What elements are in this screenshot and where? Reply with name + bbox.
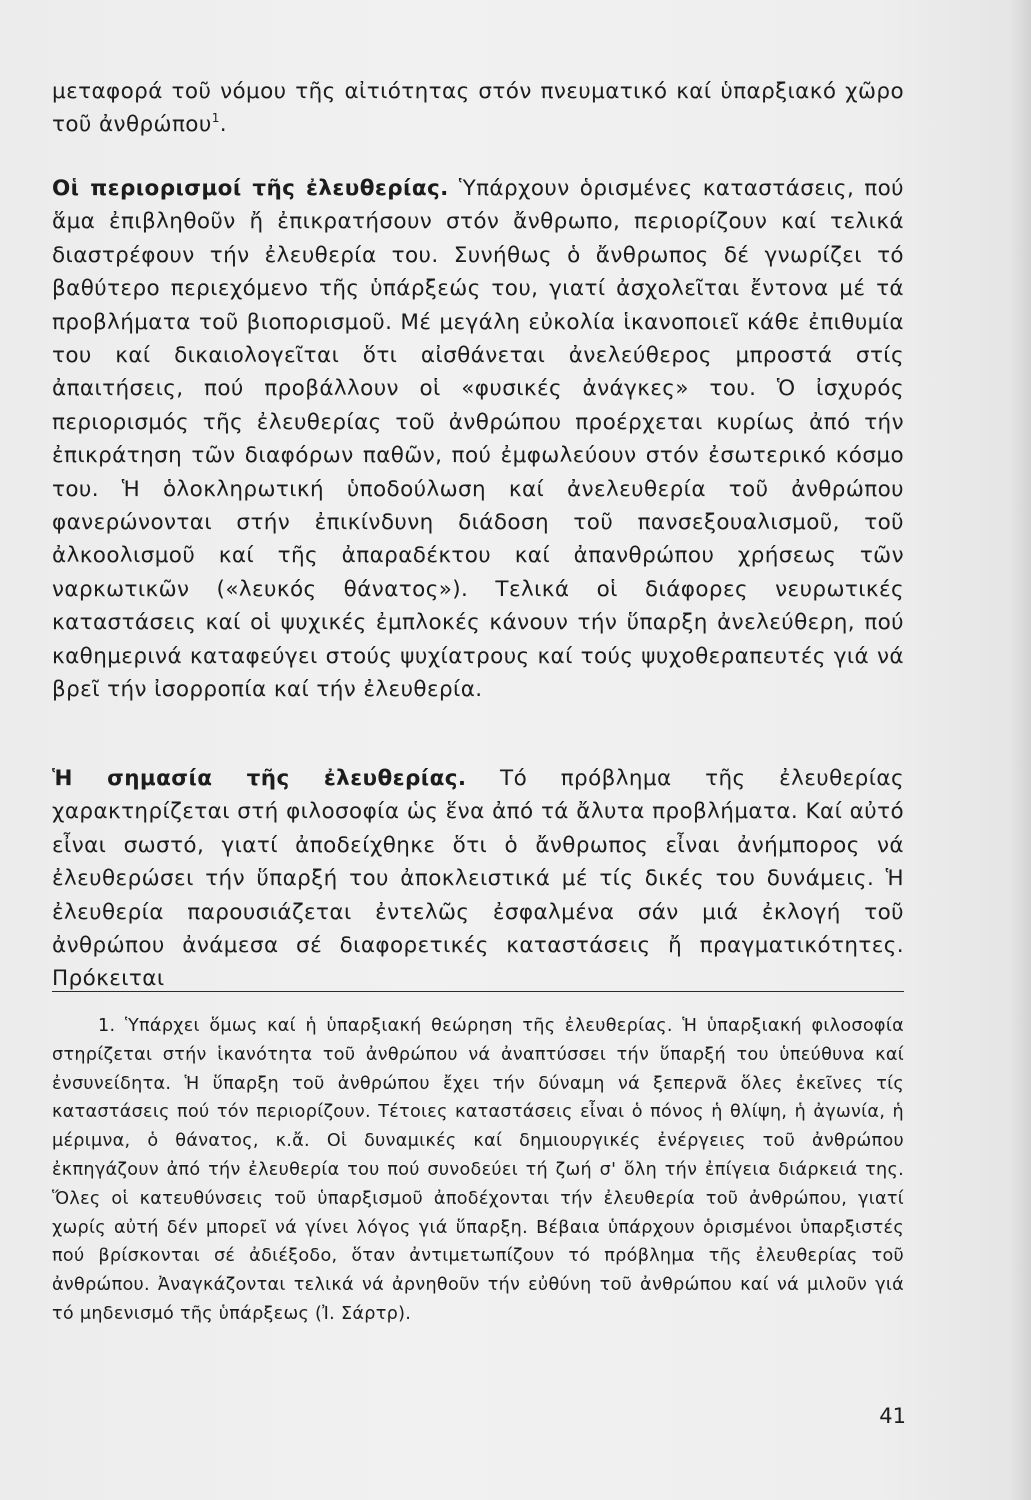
footnote [52,1012,904,1329]
limits-paragraph [52,172,904,707]
meaning-heading: Ἡ σημασία τῆς ἐλευθερίας. [52,766,467,791]
limits-text: Ὑπάρχουν ὁρισμένες καταστάσεις, πού ἅμα ἐπιβληθοῦν ἤ ἐπικρατήσουν στόν ἄνθρωπο, περιορίζουν καί τελικά διαστρέφουν τήν ἐλευθερία του. Συνήθως ὁ ἄνθρωπος δέ γνωρίζει τό βαθύτερο περιεχόμενο τῆς ὑπάρξεώς του, γιατί ἀσχολεῖται ἔντονα μέ τά προβλήματα τοῦ βιοπορισμοῦ. Μέ μεγάλη εὐκολία ἱκανοποιεῖ κάθε ἐπιθυμία του καί δικαιολογεῖται ὅτι αἰσθάνεται ἀνελεύθερος μπροστά στίς ἀπαιτήσεις, πού προβάλλουν οἱ «φυσικές ἀνάγκες» του. Ὁ ἰσχυρός περιορισμός τῆς ἐλευθερίας τοῦ ἀνθρώπου προέρχεται κυρίως ἀπό τήν ἐπικράτηση τῶν διαφόρων παθῶν, πού ἐμφωλεύουν στόν ἐσωτερικό κόσμο του. Ἡ ὁλοκληρωτική ὑποδούλωση καί ἀνελευθερία τοῦ ἀνθρώπου φανερώνονται στήν ἐπικίνδυνη διάδοση τοῦ πανσεξουαλισμοῦ, τοῦ ἀλκοολισμοῦ καί τῆς ἀπαραδέκτου καί ἀπανθρώπου χρήσεως τῶν ναρκωτικῶν («λευκός θάνατος»). Τελικά οἱ διάφορες νευρωτικές καταστάσεις καί οἱ ψυχικές ἐμπλοκές κάνουν τήν ὕπαρξη ἀνελεύθερη, πού καθημερινά καταφεύγει στούς ψυχίατρους καί τούς ψυχοθεραπευτές γιά νά βρεῖ τήν ἰσορροπία καί τήν ἐλευθερία. [52,176,905,703]
meaning-paragraph [52,762,904,996]
page-edge-shadow [1009,0,1031,1500]
page-number: 41 [879,1404,906,1428]
intro-paragraph [52,75,904,142]
meaning-text: Τό πρόβλημα τῆς ἐλευθερίας χαρακτηρίζεται στή φιλοσοφία ὡς ἕνα ἀπό τά ἄλυτα προβλήματα. Καί αὐτό εἶναι σωστό, γιατί ἀποδείχθηκε ὅτι ὁ ἄνθρωπος εἶναι ἀνήμπορος νά ἐλευθερώσει τήν ὕπαρξή του ἀποκλειστικά μέ τίς δικές του δυνάμεις. Ἡ ἐλευθερία παρουσιάζεται ἐντελῶς ἐσφαλμένα σάν μιά ἐκλογή τοῦ ἀνθρώπου ἀνάμεσα σέ διαφορετικές καταστάσεις ἤ πραγματικότητες. Πρόκειται [52,766,904,992]
footnote-text: Ὑπάρχει ὅμως καί ἡ ὑπαρξιακή θεώρηση τῆς ἐλευθερίας. Ἡ ὑπαρξιακή φιλοσοφία στηρίζεται στήν ἱκανότητα τοῦ ἀνθρώπου νά ἀναπτύσσει τήν ὕπαρξή του ὑπεύθυνα καί ἐνσυνείδητα. Ἡ ὕπαρξη τοῦ ἀνθρώπου ἔχει τήν δύναμη νά ξεπερνᾶ ὅλες ἐκεῖνες τίς καταστάσεις πού τόν περιορίζουν. Τέτοιες καταστάσεις εἶναι ὁ πόνος ἡ θλίψη, ἡ ἀγωνία, ἡ μέριμνα, ὁ θάνατος, κ.ἄ. Οἱ δυναμικές καί δημιουργικές ἐνέργειες τοῦ ἀνθρώπου ἐκπηγάζουν ἀπό τήν ἐλευθερία του πού συνοδεύει τή ζωή σ' ὅλη τήν ἐπίγεια διάρκειά της. Ὅλες οἱ κατευθύνσεις τοῦ ὑπαρξισμοῦ ἀποδέχονται τήν ἐλευθερία τοῦ ἀνθρώπου, γιατί χωρίς αὐτή δέν μπορεῖ νά γίνει λόγος γιά ὕπαρξη. Βέβαια ὑπάρχουν ὁρισμένοι ὑπαρξιστές πού βρίσκονται σέ ἀδιέξοδο, ὅταν ἀντιμετωπίζουν τό πρόβλημα τῆς ἐλευθερίας τοῦ ἀνθρώπου. Ἀναγκάζονται τελικά νά ἀρνηθοῦν τήν εὐθύνη τοῦ ἀνθρώπου καί νά μιλοῦν γιά τό μηδενισμό τῆς ὑπάρξεως (Ἰ. Σάρτρ). [52,1016,904,1324]
intro-end: . [219,112,227,138]
footnote-marker: 1. [98,1016,116,1036]
intro-text: μεταφορά τοῦ νόμου τῆς αἰτιότητας στόν πνευματικό καί ὑπαρξιακό χῶρο τοῦ ἀνθρώπου [52,79,904,138]
footnote-divider [52,991,904,992]
limits-heading: Οἱ περιορισμοί τῆς ἐλευθερίας. [52,176,449,201]
footnote-reference: 1 [211,111,220,126]
